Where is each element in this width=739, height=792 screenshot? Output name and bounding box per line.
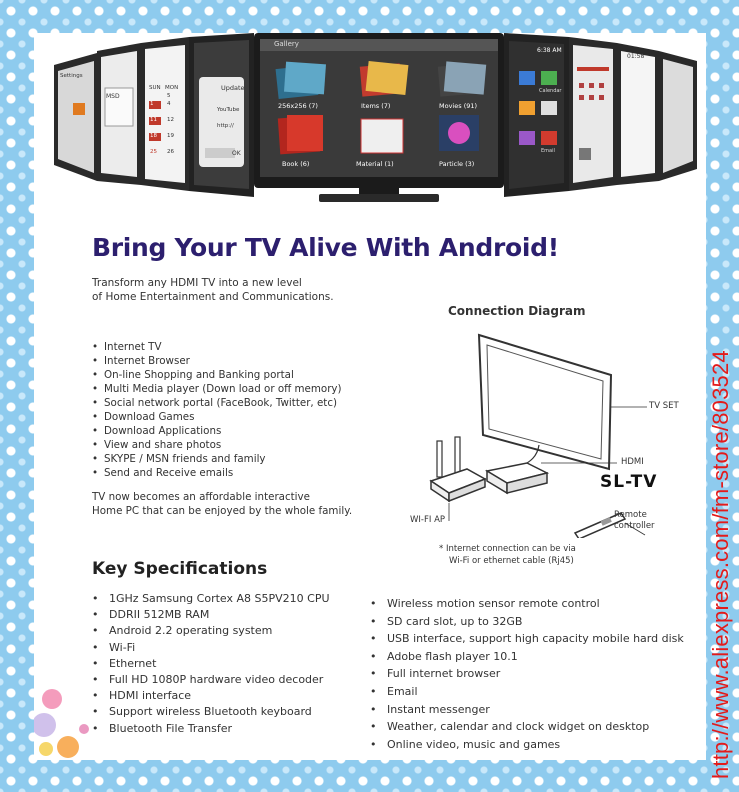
wifi-ap-drawing bbox=[431, 437, 485, 521]
ok-label: OK bbox=[232, 150, 241, 157]
right-screen-1 bbox=[504, 33, 569, 197]
remote-label-line: controller bbox=[614, 521, 655, 531]
email-app-label: Email bbox=[541, 148, 555, 154]
calendar-day: 4 bbox=[167, 101, 171, 107]
feature-list bbox=[92, 340, 342, 480]
album-label: Book (6) bbox=[282, 160, 310, 168]
list-item: • Online video, music and games bbox=[370, 736, 684, 754]
album-label: 256x256 (7) bbox=[278, 102, 318, 110]
list-item: • Support wireless Bluetooth keyboard bbox=[92, 704, 330, 720]
intro-text bbox=[92, 276, 334, 304]
update-label: Update bbox=[221, 84, 245, 92]
list-item: • Send and Receive emails bbox=[92, 466, 342, 480]
list-item: • Multi Media player (Down load or off memory) bbox=[92, 382, 342, 396]
list-item: • Email bbox=[370, 683, 684, 701]
calendar-day: 26 bbox=[167, 149, 174, 155]
calendar-day: 19 bbox=[167, 133, 174, 139]
msd-label: MSD bbox=[106, 93, 120, 100]
list-item: • Internet TV bbox=[92, 340, 342, 354]
right-screen-4 bbox=[659, 51, 697, 181]
album-label: Particle (3) bbox=[439, 160, 475, 168]
hdmi-label: HDMI bbox=[621, 457, 644, 467]
calendar-app-label: Calendar bbox=[539, 88, 562, 94]
connection-diagram bbox=[389, 323, 649, 538]
clock-label: 01:58 bbox=[627, 53, 645, 60]
remote-label-line: Remote bbox=[614, 510, 647, 520]
sl-tv-box-drawing bbox=[487, 463, 547, 493]
url-label: http:// bbox=[217, 123, 234, 129]
list-item: • Adobe flash player 10.1 bbox=[370, 648, 684, 666]
specs-left-list bbox=[92, 591, 330, 737]
list-item: • SD card slot, up to 32GB bbox=[370, 613, 684, 631]
tv-set-label: TV SET bbox=[649, 401, 679, 411]
specs-right-list bbox=[370, 595, 684, 753]
left-screen-4 bbox=[189, 33, 254, 197]
store-url-watermark: http://www.aliexpress.com/fm-store/803524 bbox=[708, 350, 733, 779]
list-item: • Full HD 1080P hardware video decoder bbox=[92, 672, 330, 688]
center-tv bbox=[254, 33, 504, 202]
list-item: • SKYPE / MSN friends and family bbox=[92, 452, 342, 466]
left-screen-3 bbox=[141, 37, 189, 191]
list-item: • Download Games bbox=[92, 410, 342, 424]
settings-label: Settings bbox=[60, 73, 83, 79]
sun-label: SUN bbox=[149, 85, 161, 91]
list-item: • Wi-Fi bbox=[92, 640, 330, 656]
list-item: • Weather, calendar and clock widget on desktop bbox=[370, 718, 684, 736]
list-item: • HDMI interface bbox=[92, 688, 330, 704]
connection-note bbox=[439, 543, 576, 567]
calendar-day: 18 bbox=[150, 133, 157, 139]
clock-label: 6:38 AM bbox=[537, 47, 562, 54]
list-item: • Download Applications bbox=[92, 424, 342, 438]
list-item: • Instant messenger bbox=[370, 701, 684, 719]
intro-line: of Home Entertainment and Communications. bbox=[92, 291, 334, 303]
tv-header-label: Gallery bbox=[274, 40, 299, 48]
right-screen-3 bbox=[617, 43, 659, 185]
list-item: • Social network portal (FaceBook, Twitter, etc) bbox=[92, 396, 342, 410]
list-item: • Ethernet bbox=[92, 656, 330, 672]
sl-tv-label: SL-TV bbox=[600, 472, 658, 492]
calendar-day: 5 bbox=[167, 93, 171, 99]
calendar-day: 25 bbox=[150, 149, 157, 155]
diagram-title: Connection Diagram bbox=[448, 304, 586, 318]
album-label: Material (1) bbox=[356, 160, 394, 168]
youtube-label: YouTube bbox=[217, 107, 240, 113]
hero-illustration bbox=[49, 33, 699, 208]
list-item: • 1GHz Samsung Cortex A8 S5PV210 CPU bbox=[92, 591, 330, 607]
list-item: • USB interface, support high capacity mobile hard disk bbox=[370, 630, 684, 648]
wifi-ap-label: WI-FI AP bbox=[410, 515, 446, 525]
list-item: • Android 2.2 operating system bbox=[92, 623, 330, 639]
tv-set-drawing bbox=[479, 335, 647, 469]
right-screen-2 bbox=[569, 37, 617, 191]
closing-text bbox=[92, 490, 352, 518]
left-screen-2 bbox=[97, 43, 141, 185]
list-item: • Bluetooth File Transfer bbox=[92, 721, 330, 737]
closing-line: TV now becomes an affordable interactive bbox=[92, 491, 310, 503]
calendar-day: 12 bbox=[167, 117, 174, 123]
page-title: Bring Your TV Alive With Android! bbox=[92, 233, 559, 262]
list-item: • Wireless motion sensor remote control bbox=[370, 595, 684, 613]
list-item: • Internet Browser bbox=[92, 354, 342, 368]
remote-label bbox=[614, 510, 655, 532]
list-item: • View and share photos bbox=[92, 438, 342, 452]
list-item: • On-line Shopping and Banking portal bbox=[92, 368, 342, 382]
product-panel bbox=[34, 33, 706, 760]
key-specs-title: Key Specifications bbox=[92, 559, 268, 579]
list-item: • Full internet browser bbox=[370, 665, 684, 683]
decorative-circles bbox=[34, 683, 94, 760]
closing-line: Home PC that can be enjoyed by the whole family. bbox=[92, 505, 353, 517]
intro-line: Transform any HDMI TV into a new level bbox=[92, 277, 302, 289]
calendar-day: 11 bbox=[150, 117, 157, 123]
android-screens-hero bbox=[49, 33, 699, 208]
list-item: • DDRII 512MB RAM bbox=[92, 607, 330, 623]
note-line: Wi-Fi or ethernet cable (Rj45) bbox=[449, 556, 574, 566]
album-label: Movies (91) bbox=[439, 102, 478, 110]
mon-label: MON bbox=[165, 85, 179, 91]
calendar-day: 1 bbox=[150, 101, 154, 107]
note-line: * Internet connection can be via bbox=[439, 544, 576, 554]
album-label: Items (7) bbox=[361, 102, 391, 110]
